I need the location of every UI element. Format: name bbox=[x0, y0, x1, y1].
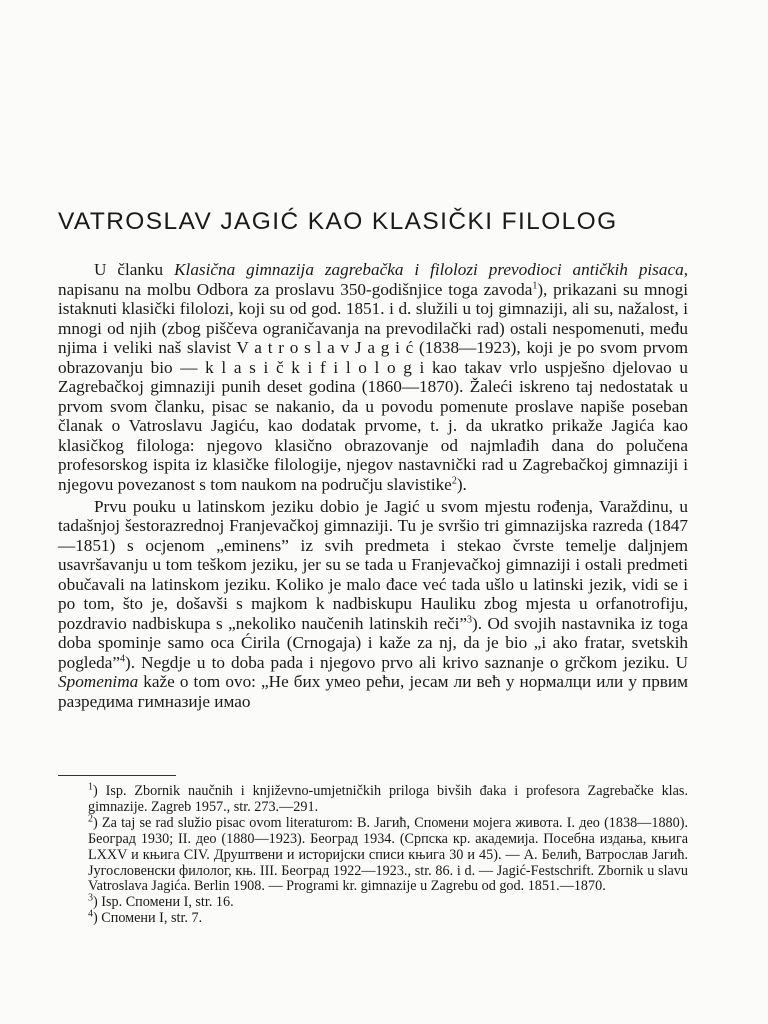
footnotes bbox=[88, 781, 688, 927]
cited-book-title: Spomenima bbox=[58, 672, 139, 692]
footnote-mark-4: 4 bbox=[120, 653, 126, 665]
footnote-3: $^3$) Isp. Спомени I, str. 16. bbox=[88, 892, 234, 911]
paragraph-1: U članku Klasična gimnazija zagrebačka i filolozi prevodioci antičkih pisaca, napisanu na molbu Odbora za proslavu 350-godišnjice toga zavoda$^1$), prikazani su mnogi istaknuti klasički filolozi, koji su od god. 1851. i d. služili u toj gimnaziji, ali su, nažalost, i mnogi od njih (zbog piščeva ograničavanja na prevodilački rad) ostali nespomenuti, među njima i veliki naš slavist V a t r o s l a v J a g i ć (1838—1923), koji je po svom prvom obrazovanju bio — k l a s i č k i f i l o l o g i kao takav vrlo uspješno djelovao u Zagrebačkoj gimnaziji punih deset godina (1860—1870). Žaleći iskreno taj nedostatak u prvom svom članku, pisac se nakanio, da u povodu pomenute proslave napiše poseban članak o Vatroslavu Jagiću, kao dodatak prvome, t. j. da ukratko prikaže Jagića kao klasičkog filologa: njegovo klasično obrazovanje od najmlađih dana do polučena profesorskog ispita iz klasičke filologije, njegov nastavnički rad u Zagrebačkoj gimnaziji i njegovu povezanost s tom naukom na području slavistike$^2$). bbox=[58, 260, 688, 495]
article-body bbox=[58, 260, 688, 712]
article-title: VATROSLAV JAGIĆ KAO KLASIČKI FILOLOG bbox=[58, 208, 618, 235]
cited-article-title: Klasična gimnazija zagrebačka i filolozi prevodioci antičkih pisaca bbox=[174, 260, 684, 279]
footnote-4: $^4$) Спомени I, str. 7. bbox=[88, 908, 203, 927]
footnote-mark-1: 1 bbox=[532, 279, 538, 291]
footnote-divider bbox=[58, 775, 176, 776]
footnote-mark-2: 2 bbox=[451, 475, 457, 487]
footnote-mark-3: 3 bbox=[467, 614, 473, 626]
footnote-1: $^1$) Isp. Zbornik naučnih i književno-umjetničkih priloga bivših đaka i profesora Zagrebačke klas. gimnazije. Zagreb 1957., str. 273.—291. bbox=[88, 781, 688, 815]
footnote-2: $^2$) Za taj se rad služio pisac ovom literaturom: В. Јагић, Спомени мојега живота. I. део (1838—1880). Београд 1930; II. део (1880—1923). Београд 1934. (Српска кр. академија. Посебна издања, књига LXXV и књига CIV. Друштвени и историјски списи књига 30 и 45). — А. Белић, Ватрослав Јагић. Југословенски филолог, књ. III. Београд 1922—1923., str. 86. i d. — Jagić-Festschrift. Zbornik u slavu Vatroslava Jagića. Berlin 1908. — Programi kr. gimnazije u Zagrebu od god. 1851.—1870. bbox=[88, 813, 688, 895]
paragraph-2: Prvu pouku u latinskom jeziku dobio je Jagić u svom mjestu rođenja, Varaždinu, u tadašnjoj šestorazrednoj Franjevačkoj gimnaziji. Tu je svršio tri gimnazijska razreda (1847—1851) s ocjenom „eminens” iz svih predmeta i stekao čvrste temelje daljnjem usavršavanju u tom teškom jeziku, jer su se tada u Franjevačkoj gimnaziji i ostali predmeti obučavali na latinskom jeziku. Koliko je malo đace već tada ušlo u latinski jezik, vidi se i po tom, što je, došavši s majkom k nadbiskupu Hauliku zbog mjesta u orfanotrofiju, pozdravio nadbiskupa s „nekoliko naučenih latinskih reči”$^3$). Od svojih nastavnika iz toga doba spominje samo oca Ćirila (Crnogaja) i kaže za nj, da je bio „i ako fratar, svetskih pogleda”$^4$). Negdje u to doba pada i njegovo prvo ali krivo saznanje o grčkom jeziku. U Spomenima kaže o tom ovo: „Не бих умео рећи, јесам ли већ у нормалци или у првим разредима гимназије имао bbox=[58, 496, 688, 712]
